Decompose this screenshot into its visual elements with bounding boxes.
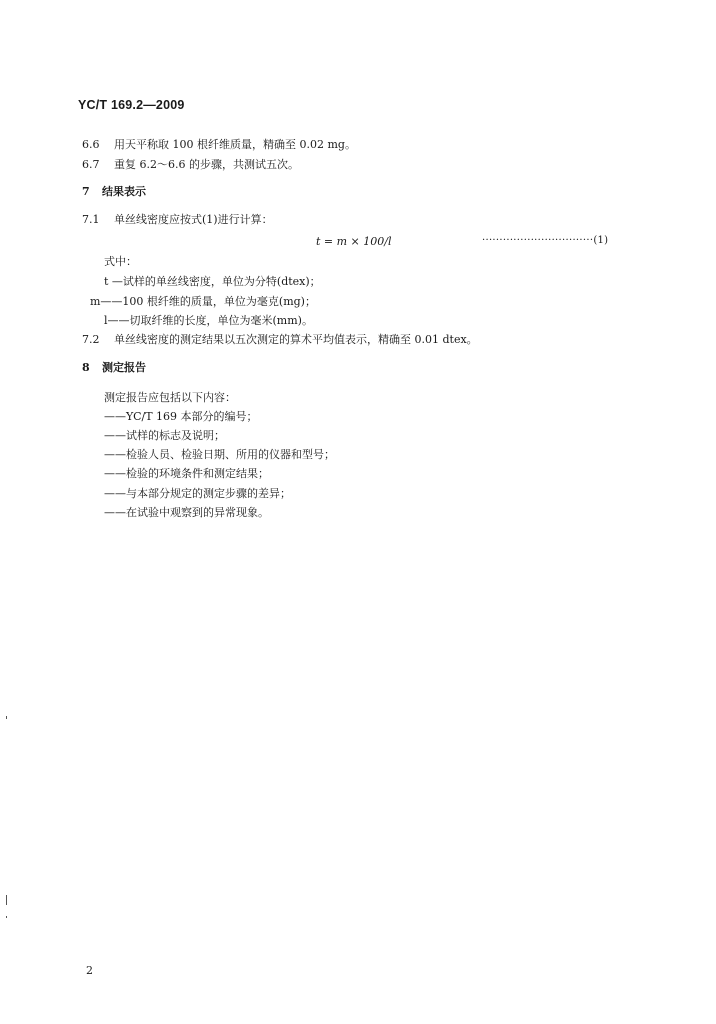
clause-6-6-number: 6.6 — [82, 138, 100, 151]
clause-7-2-number: 7.2 — [82, 333, 100, 346]
report-item: ——在试验中观察到的异常现象。 — [104, 506, 269, 519]
page-number: 2 — [86, 964, 93, 977]
section-8-title: 测定报告 — [102, 361, 146, 374]
scan-mark — [6, 895, 7, 905]
section-7-title: 结果表示 — [102, 185, 146, 198]
report-item: ——检验人员、检验日期、所用的仪器和型号； — [104, 448, 335, 461]
report-item: ——试样的标志及说明； — [104, 429, 225, 442]
variable-t: t —试样的单丝线密度，单位为分特(dtex)； — [104, 275, 321, 288]
where-label: 式中： — [104, 255, 137, 268]
formula-number: ································(1) — [482, 235, 609, 246]
report-item: ——YC/T 169 本部分的编号； — [104, 410, 258, 423]
clause-7-2-text: 单丝线密度的测定结果以五次测定的算术平均值表示，精确至 0.01 dtex。 — [114, 333, 478, 346]
variable-l: l——切取纤维的长度，单位为毫米(mm)。 — [104, 314, 313, 327]
variable-m: m——100 根纤维的质量，单位为毫克(mg)； — [90, 295, 316, 308]
clause-7-1-text: 单丝线密度应按式(1)进行计算： — [114, 213, 273, 226]
scan-mark — [6, 716, 7, 719]
clause-7-1-number: 7.1 — [82, 213, 100, 226]
scan-mark — [6, 916, 7, 918]
clause-6-7-text: 重复 6.2～6.6 的步骤，共测试五次。 — [114, 158, 299, 171]
report-intro: 测定报告应包括以下内容： — [104, 391, 236, 404]
formula: t = m × 100/l — [316, 235, 392, 248]
clause-6-7-number: 6.7 — [82, 158, 100, 171]
section-8-number: 8 — [82, 361, 90, 374]
section-7-number: 7 — [82, 185, 90, 198]
standard-header: YC/T 169.2—2009 — [78, 98, 185, 112]
report-item: ——检验的环境条件和测定结果； — [104, 467, 269, 480]
report-item: ——与本部分规定的测定步骤的差异； — [104, 487, 291, 500]
clause-6-6-text: 用天平称取 100 根纤维质量，精确至 0.02 mg。 — [114, 138, 356, 151]
